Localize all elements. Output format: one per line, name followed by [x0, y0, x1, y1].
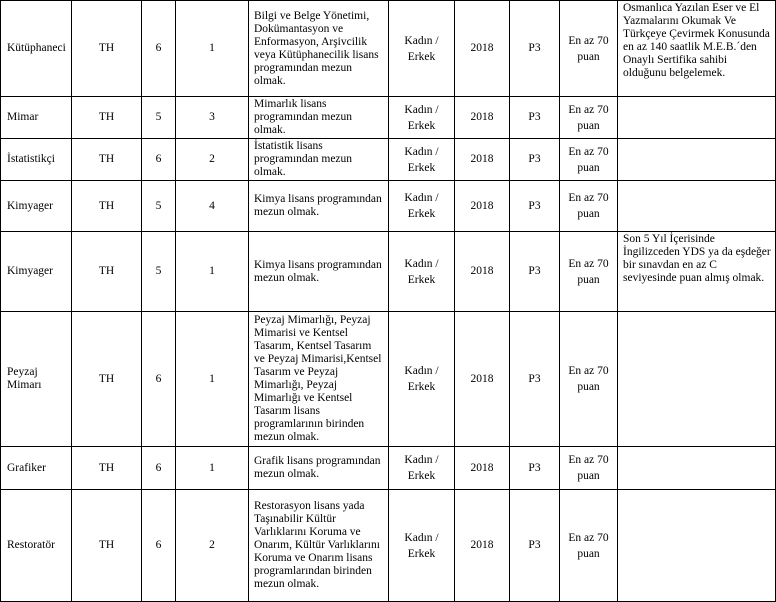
score-type-cell: P3	[510, 312, 560, 447]
note-cell: Son 5 Yıl İçerisinde İngilizceden YDS ya da eşdeğer bir sınavdan en az C seviyesinde puan almış olmak.	[618, 232, 776, 312]
min-score-cell: En az 70 puan	[560, 181, 618, 232]
type-cell: TH	[72, 447, 142, 490]
score-type-cell: P3	[510, 232, 560, 312]
gender-cell: Kadın / Erkek	[389, 139, 455, 181]
min-score-cell: En az 70 puan	[560, 447, 618, 490]
position-cell: Peyzaj Mimarı	[1, 312, 72, 447]
count-cell: 1	[176, 312, 249, 447]
note-cell	[618, 97, 776, 139]
table-row	[1, 232, 776, 312]
year-cell: 2018	[455, 181, 510, 232]
min-score-cell: En az 70 puan	[560, 490, 618, 602]
score-type-cell: P3	[510, 447, 560, 490]
table-row	[1, 447, 776, 490]
score-type-cell: P3	[510, 181, 560, 232]
qualification-cell: Mimarlık lisans programından mezun olmak.	[249, 97, 389, 139]
note-cell: Osmanlıca Yazılan Eser ve El Yazmalarını Okumak Ve Türkçeye Çevirmek Konusunda en az 140 saatlik M.E.B.´den Onaylı Sertifika sahibi olduğunu belgelemek.	[618, 1, 776, 97]
grade-cell: 6	[142, 490, 176, 602]
qualification-cell: İstatistik lisans programından mezun olmak.	[249, 139, 389, 181]
year-cell: 2018	[455, 490, 510, 602]
count-cell: 1	[176, 1, 249, 97]
count-cell: 1	[176, 447, 249, 490]
score-type-cell: P3	[510, 139, 560, 181]
table-row	[1, 181, 776, 232]
qualification-cell: Kimya lisans programından mezun olmak.	[249, 232, 389, 312]
min-score-cell: En az 70 puan	[560, 232, 618, 312]
gender-cell: Kadın / Erkek	[389, 1, 455, 97]
grade-cell: 6	[142, 312, 176, 447]
note-cell	[618, 181, 776, 232]
note-cell	[618, 312, 776, 447]
type-cell: TH	[72, 1, 142, 97]
score-type-cell: P3	[510, 97, 560, 139]
type-cell: TH	[72, 181, 142, 232]
note-cell	[618, 139, 776, 181]
gender-cell: Kadın / Erkek	[389, 490, 455, 602]
table-body	[1, 1, 776, 602]
qualification-cell: Bilgi ve Belge Yönetimi, Dokümantasyon ve Enformasyon, Arşivcilik veya Kütüphanecilik lisans programından mezun olmak.	[249, 1, 389, 97]
note-cell	[618, 447, 776, 490]
qualification-cell: Kimya lisans programından mezun olmak.	[249, 181, 389, 232]
gender-cell: Kadın / Erkek	[389, 232, 455, 312]
table-row	[1, 490, 776, 602]
grade-cell: 5	[142, 181, 176, 232]
qualification-cell: Restorasyon lisans yada Taşınabilir Kültür Varlıklarını Koruma ve Onarım, Kültür Varlıklarını Koruma ve Onarım lisans programlarından birinden mezun olmak.	[249, 490, 389, 602]
grade-cell: 5	[142, 97, 176, 139]
count-cell: 3	[176, 97, 249, 139]
gender-cell: Kadın / Erkek	[389, 181, 455, 232]
position-cell: Restoratör	[1, 490, 72, 602]
type-cell: TH	[72, 312, 142, 447]
year-cell: 2018	[455, 447, 510, 490]
gender-cell: Kadın / Erkek	[389, 97, 455, 139]
position-cell: Kütüphaneci	[1, 1, 72, 97]
count-cell: 2	[176, 490, 249, 602]
qualification-cell: Grafik lisans programından mezun olmak.	[249, 447, 389, 490]
year-cell: 2018	[455, 232, 510, 312]
year-cell: 2018	[455, 1, 510, 97]
score-type-cell: P3	[510, 1, 560, 97]
position-cell: Mimar	[1, 97, 72, 139]
position-cell: Kimyager	[1, 181, 72, 232]
count-cell: 2	[176, 139, 249, 181]
score-type-cell: P3	[510, 490, 560, 602]
grade-cell: 5	[142, 232, 176, 312]
grade-cell: 6	[142, 447, 176, 490]
note-cell	[618, 490, 776, 602]
type-cell: TH	[72, 232, 142, 312]
table-row	[1, 139, 776, 181]
position-cell: Kimyager	[1, 232, 72, 312]
gender-cell: Kadın / Erkek	[389, 447, 455, 490]
min-score-cell: En az 70 puan	[560, 1, 618, 97]
year-cell: 2018	[455, 139, 510, 181]
min-score-cell: En az 70 puan	[560, 312, 618, 447]
position-cell: Grafiker	[1, 447, 72, 490]
year-cell: 2018	[455, 312, 510, 447]
min-score-cell: En az 70 puan	[560, 139, 618, 181]
type-cell: TH	[72, 490, 142, 602]
count-cell: 4	[176, 181, 249, 232]
grade-cell: 6	[142, 1, 176, 97]
type-cell: TH	[72, 139, 142, 181]
count-cell: 1	[176, 232, 249, 312]
table-row	[1, 312, 776, 447]
type-cell: TH	[72, 97, 142, 139]
qualification-cell: Peyzaj Mimarlığı, Peyzaj Mimarisi ve Kentsel Tasarım, Kentsel Tasarım ve Peyzaj Mimarisi,Kentsel Tasarım ve Peyzaj Mimarlığı, Peyzaj Mimarlığı ve Kentsel Tasarım lisans programlarının birinden mezun olmak.	[249, 312, 389, 447]
min-score-cell: En az 70 puan	[560, 97, 618, 139]
position-cell: İstatistikçi	[1, 139, 72, 181]
table-row	[1, 1, 776, 97]
grade-cell: 6	[142, 139, 176, 181]
gender-cell: Kadın / Erkek	[389, 312, 455, 447]
year-cell: 2018	[455, 97, 510, 139]
table-row	[1, 97, 776, 139]
